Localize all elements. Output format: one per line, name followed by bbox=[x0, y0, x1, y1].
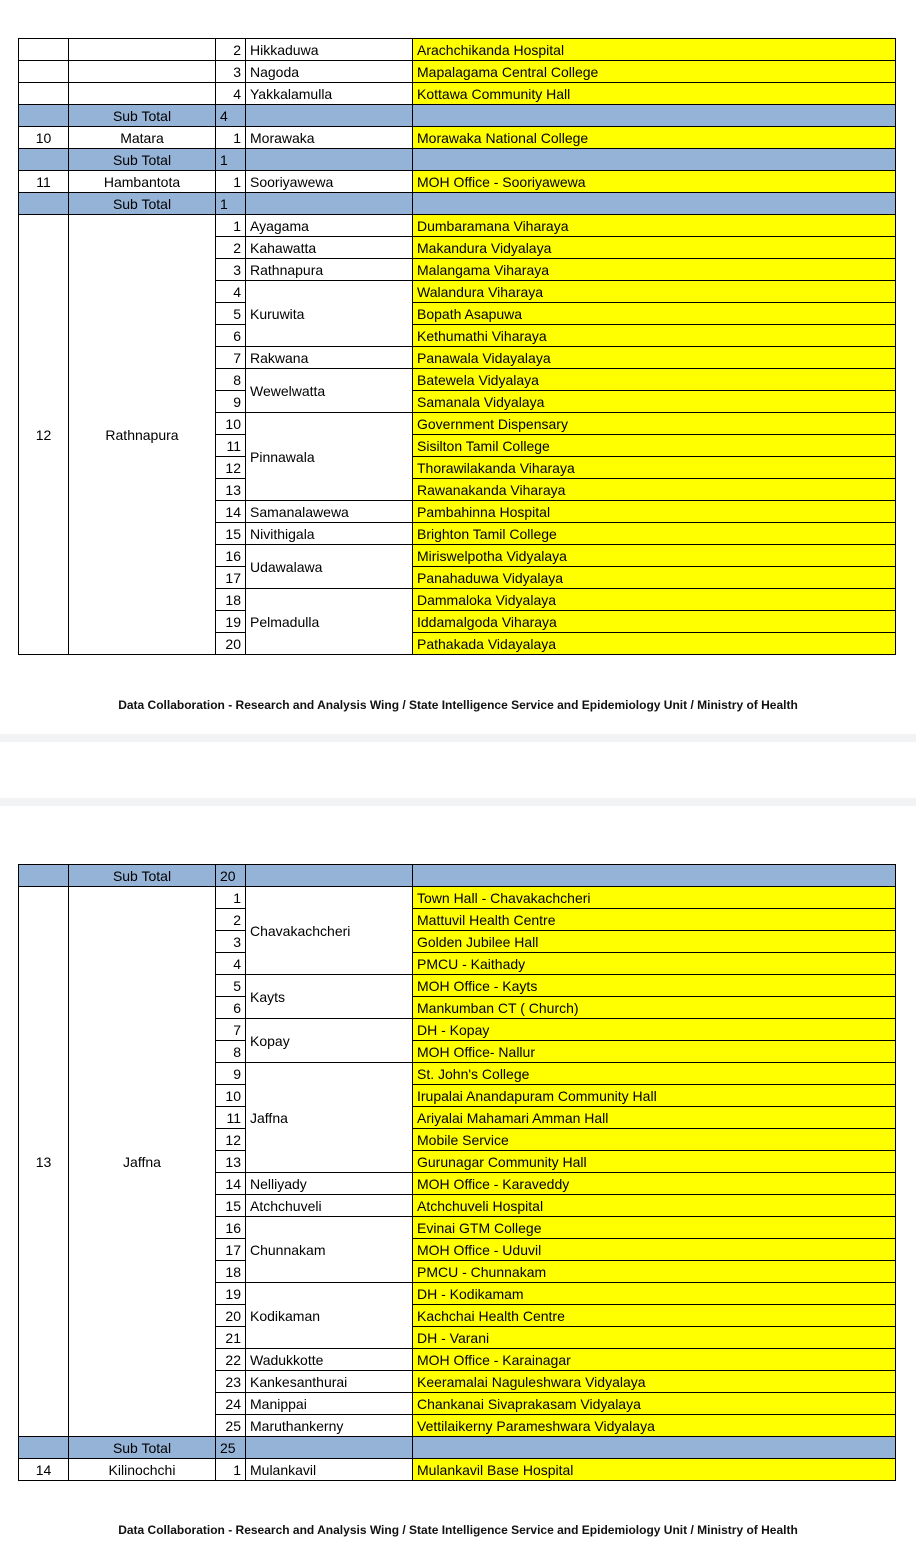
table-row bbox=[19, 215, 896, 237]
center-cell: Makandura Vidyalaya bbox=[413, 237, 896, 259]
no-cell: 10 bbox=[19, 127, 69, 149]
district-cell: Rathnapura bbox=[69, 215, 216, 655]
sub-no-cell: 25 bbox=[216, 1415, 246, 1437]
district-cell: Kilinochchi bbox=[69, 1459, 216, 1481]
center-cell: Gurunagar Community Hall bbox=[413, 1151, 896, 1173]
district-cell: Jaffna bbox=[69, 887, 216, 1437]
subtotal-blank-cell bbox=[413, 149, 896, 171]
center-cell: DH - Kopay bbox=[413, 1019, 896, 1041]
table-row bbox=[19, 83, 896, 105]
moh-cell: Kopay bbox=[246, 1019, 413, 1063]
district-cell: Hambantota bbox=[69, 171, 216, 193]
document-page-1 bbox=[0, 0, 916, 734]
subtotal-value: 4 bbox=[216, 105, 246, 127]
moh-cell: Udawalawa bbox=[246, 545, 413, 589]
moh-cell: Hikkaduwa bbox=[246, 39, 413, 61]
sub-no-cell: 11 bbox=[216, 435, 246, 457]
moh-cell: Kayts bbox=[246, 975, 413, 1019]
sub-no-cell: 1 bbox=[216, 215, 246, 237]
moh-cell: Chavakachcheri bbox=[246, 887, 413, 975]
center-cell: Walandura Viharaya bbox=[413, 281, 896, 303]
vaccination-centers-table-page-1 bbox=[18, 38, 896, 655]
center-cell: Ariyalai Mahamari Amman Hall bbox=[413, 1107, 896, 1129]
sub-no-cell: 4 bbox=[216, 83, 246, 105]
center-cell: MOH Office - Karainagar bbox=[413, 1349, 896, 1371]
sub-no-cell: 21 bbox=[216, 1327, 246, 1349]
sub-no-cell: 10 bbox=[216, 413, 246, 435]
subtotal-blank-cell bbox=[246, 1437, 413, 1459]
subtotal-blank-cell bbox=[246, 865, 413, 887]
moh-cell: Kankesanthurai bbox=[246, 1371, 413, 1393]
center-cell: Kottawa Community Hall bbox=[413, 83, 896, 105]
no-cell: 12 bbox=[19, 215, 69, 655]
moh-cell: Nelliyady bbox=[246, 1173, 413, 1195]
sub-no-cell: 17 bbox=[216, 1239, 246, 1261]
center-cell: Pathakada Vidayalaya bbox=[413, 633, 896, 655]
subtotal-blank-cell bbox=[413, 105, 896, 127]
center-cell: Rawanakanda Viharaya bbox=[413, 479, 896, 501]
center-cell: MOH Office - Kayts bbox=[413, 975, 896, 997]
center-cell: Panawala Vidayalaya bbox=[413, 347, 896, 369]
moh-cell: Chunnakam bbox=[246, 1217, 413, 1283]
center-cell: Bopath Asapuwa bbox=[413, 303, 896, 325]
center-cell: Panahaduwa Vidyalaya bbox=[413, 567, 896, 589]
sub-no-cell: 12 bbox=[216, 1129, 246, 1151]
subtotal-value: 1 bbox=[216, 149, 246, 171]
moh-cell: Yakkalamulla bbox=[246, 83, 413, 105]
sub-no-cell: 4 bbox=[216, 281, 246, 303]
sub-no-cell: 20 bbox=[216, 633, 246, 655]
vaccination-centers-table-page-2 bbox=[18, 864, 896, 1481]
moh-cell: Nagoda bbox=[246, 61, 413, 83]
sub-no-cell: 3 bbox=[216, 61, 246, 83]
center-cell: Chankanai Sivaprakasam Vidyalaya bbox=[413, 1393, 896, 1415]
sub-no-cell: 14 bbox=[216, 1173, 246, 1195]
subtotal-value: 1 bbox=[216, 193, 246, 215]
sub-no-cell: 15 bbox=[216, 523, 246, 545]
sub-no-cell: 14 bbox=[216, 501, 246, 523]
moh-cell: Rathnapura bbox=[246, 259, 413, 281]
table-row bbox=[19, 39, 896, 61]
subtotal-blank-cell bbox=[413, 1437, 896, 1459]
sub-no-cell: 19 bbox=[216, 611, 246, 633]
sub-no-cell: 9 bbox=[216, 391, 246, 413]
sub-no-cell: 3 bbox=[216, 259, 246, 281]
moh-cell: Wadukkotte bbox=[246, 1349, 413, 1371]
subtotal-blank-cell bbox=[19, 193, 69, 215]
moh-cell: Manippai bbox=[246, 1393, 413, 1415]
subtotal-value: 25 bbox=[216, 1437, 246, 1459]
page-footer: Data Collaboration - Research and Analysis Wing / State Intelligence Service and Epidemiology Unit / Ministry of Health bbox=[118, 698, 798, 712]
page-separator bbox=[0, 734, 916, 806]
sub-no-cell: 11 bbox=[216, 1107, 246, 1129]
subtotal-label: Sub Total bbox=[69, 149, 216, 171]
moh-cell: Morawaka bbox=[246, 127, 413, 149]
center-cell: Kethumathi Viharaya bbox=[413, 325, 896, 347]
center-cell: Evinai GTM College bbox=[413, 1217, 896, 1239]
subtotal-blank-cell bbox=[19, 1437, 69, 1459]
center-cell: PMCU - Kaithady bbox=[413, 953, 896, 975]
moh-cell: Nivithigala bbox=[246, 523, 413, 545]
center-cell: Keeramalai Naguleshwara Vidyalaya bbox=[413, 1371, 896, 1393]
sub-no-cell: 8 bbox=[216, 1041, 246, 1063]
center-cell: MOH Office - Sooriyawewa bbox=[413, 171, 896, 193]
center-cell: Sisilton Tamil College bbox=[413, 435, 896, 457]
center-cell: Malangama Viharaya bbox=[413, 259, 896, 281]
moh-cell: Kodikaman bbox=[246, 1283, 413, 1349]
sub-no-cell: 13 bbox=[216, 479, 246, 501]
center-cell: Kachchai Health Centre bbox=[413, 1305, 896, 1327]
moh-cell: Rakwana bbox=[246, 347, 413, 369]
center-cell: Samanala Vidyalaya bbox=[413, 391, 896, 413]
sub-no-cell: 13 bbox=[216, 1151, 246, 1173]
center-cell: DH - Varani bbox=[413, 1327, 896, 1349]
subtotal-row bbox=[19, 865, 896, 887]
sub-no-cell: 15 bbox=[216, 1195, 246, 1217]
subtotal-blank-cell bbox=[246, 193, 413, 215]
subtotal-blank-cell bbox=[246, 105, 413, 127]
sub-no-cell: 10 bbox=[216, 1085, 246, 1107]
moh-cell: Jaffna bbox=[246, 1063, 413, 1173]
moh-cell: Atchchuveli bbox=[246, 1195, 413, 1217]
table-row bbox=[19, 887, 896, 909]
sub-no-cell: 4 bbox=[216, 953, 246, 975]
center-cell: Mobile Service bbox=[413, 1129, 896, 1151]
subtotal-label: Sub Total bbox=[69, 105, 216, 127]
center-cell: Morawaka National College bbox=[413, 127, 896, 149]
subtotal-blank-cell bbox=[19, 105, 69, 127]
sub-no-cell: 6 bbox=[216, 325, 246, 347]
center-cell: Batewela Vidyalaya bbox=[413, 369, 896, 391]
subtotal-blank-cell bbox=[413, 193, 896, 215]
center-cell: Arachchikanda Hospital bbox=[413, 39, 896, 61]
sub-no-cell: 18 bbox=[216, 1261, 246, 1283]
center-cell: St. John's College bbox=[413, 1063, 896, 1085]
center-cell: Brighton Tamil College bbox=[413, 523, 896, 545]
moh-cell: Kahawatta bbox=[246, 237, 413, 259]
sub-no-cell: 3 bbox=[216, 931, 246, 953]
sub-no-cell: 19 bbox=[216, 1283, 246, 1305]
center-cell: Atchchuveli Hospital bbox=[413, 1195, 896, 1217]
moh-cell: Ayagama bbox=[246, 215, 413, 237]
sub-no-cell: 20 bbox=[216, 1305, 246, 1327]
sub-no-cell: 17 bbox=[216, 567, 246, 589]
center-cell: PMCU - Chunnakam bbox=[413, 1261, 896, 1283]
center-cell: Irupalai Anandapuram Community Hall bbox=[413, 1085, 896, 1107]
table-row bbox=[19, 61, 896, 83]
center-cell: Government Dispensary bbox=[413, 413, 896, 435]
sub-no-cell: 1 bbox=[216, 1459, 246, 1481]
center-cell: Pambahinna Hospital bbox=[413, 501, 896, 523]
subtotal-blank-cell bbox=[19, 149, 69, 171]
sub-no-cell: 16 bbox=[216, 1217, 246, 1239]
center-cell: Mulankavil Base Hospital bbox=[413, 1459, 896, 1481]
sub-no-cell: 8 bbox=[216, 369, 246, 391]
no-cell: 13 bbox=[19, 887, 69, 1437]
moh-cell: Samanalawewa bbox=[246, 501, 413, 523]
sub-no-cell: 2 bbox=[216, 909, 246, 931]
subtotal-blank-cell bbox=[19, 865, 69, 887]
center-cell: DH - Kodikamam bbox=[413, 1283, 896, 1305]
subtotal-label: Sub Total bbox=[69, 193, 216, 215]
sub-no-cell: 22 bbox=[216, 1349, 246, 1371]
moh-cell: Kuruwita bbox=[246, 281, 413, 347]
table-row bbox=[19, 1459, 896, 1481]
sub-no-cell: 2 bbox=[216, 39, 246, 61]
subtotal-blank-cell bbox=[413, 865, 896, 887]
sub-no-cell: 16 bbox=[216, 545, 246, 567]
subtotal-row bbox=[19, 105, 896, 127]
table-row bbox=[19, 127, 896, 149]
moh-cell: Sooriyawewa bbox=[246, 171, 413, 193]
no-cell: 11 bbox=[19, 171, 69, 193]
subtotal-label: Sub Total bbox=[69, 1437, 216, 1459]
moh-cell: Mulankavil bbox=[246, 1459, 413, 1481]
sub-no-cell: 7 bbox=[216, 1019, 246, 1041]
center-cell: Miriswelpotha Vidyalaya bbox=[413, 545, 896, 567]
subtotal-label: Sub Total bbox=[69, 865, 216, 887]
subtotal-row bbox=[19, 1437, 896, 1459]
moh-cell: Maruthankerny bbox=[246, 1415, 413, 1437]
sub-no-cell: 12 bbox=[216, 457, 246, 479]
sub-no-cell: 5 bbox=[216, 975, 246, 997]
separator-band bbox=[0, 742, 916, 798]
center-cell: MOH Office - Karaveddy bbox=[413, 1173, 896, 1195]
center-cell: Mapalagama Central College bbox=[413, 61, 896, 83]
subtotal-value: 20 bbox=[216, 865, 246, 887]
moh-cell: Pinnawala bbox=[246, 413, 413, 501]
subtotal-blank-cell bbox=[246, 149, 413, 171]
center-cell: Dumbaramana Viharaya bbox=[413, 215, 896, 237]
sub-no-cell: 5 bbox=[216, 303, 246, 325]
center-cell: Vettilaikerny Parameshwara Vidyalaya bbox=[413, 1415, 896, 1437]
sub-no-cell: 9 bbox=[216, 1063, 246, 1085]
no-cell bbox=[19, 39, 69, 61]
center-cell: Thorawilakanda Viharaya bbox=[413, 457, 896, 479]
center-cell: Town Hall - Chavakachcheri bbox=[413, 887, 896, 909]
page-footer: Data Collaboration - Research and Analysis Wing / State Intelligence Service and Epidemiology Unit / Ministry of Health bbox=[118, 1523, 798, 1537]
center-cell: Dammaloka Vidyalaya bbox=[413, 589, 896, 611]
center-cell: Iddamalgoda Viharaya bbox=[413, 611, 896, 633]
sub-no-cell: 1 bbox=[216, 127, 246, 149]
district-cell bbox=[69, 39, 216, 61]
moh-cell: Pelmadulla bbox=[246, 589, 413, 655]
center-cell: Mankumban CT ( Church) bbox=[413, 997, 896, 1019]
no-cell: 14 bbox=[19, 1459, 69, 1481]
center-cell: MOH Office - Uduvil bbox=[413, 1239, 896, 1261]
sub-no-cell: 24 bbox=[216, 1393, 246, 1415]
moh-cell: Wewelwatta bbox=[246, 369, 413, 413]
sub-no-cell: 2 bbox=[216, 237, 246, 259]
subtotal-row bbox=[19, 193, 896, 215]
center-cell: MOH Office- Nallur bbox=[413, 1041, 896, 1063]
district-cell bbox=[69, 61, 216, 83]
center-cell: Golden Jubilee Hall bbox=[413, 931, 896, 953]
sub-no-cell: 1 bbox=[216, 171, 246, 193]
subtotal-row bbox=[19, 149, 896, 171]
sub-no-cell: 18 bbox=[216, 589, 246, 611]
sub-no-cell: 7 bbox=[216, 347, 246, 369]
sub-no-cell: 23 bbox=[216, 1371, 246, 1393]
sub-no-cell: 1 bbox=[216, 887, 246, 909]
sub-no-cell: 6 bbox=[216, 997, 246, 1019]
district-cell: Matara bbox=[69, 127, 216, 149]
table-row bbox=[19, 171, 896, 193]
no-cell bbox=[19, 61, 69, 83]
district-cell bbox=[69, 83, 216, 105]
center-cell: Mattuvil Health Centre bbox=[413, 909, 896, 931]
no-cell bbox=[19, 83, 69, 105]
